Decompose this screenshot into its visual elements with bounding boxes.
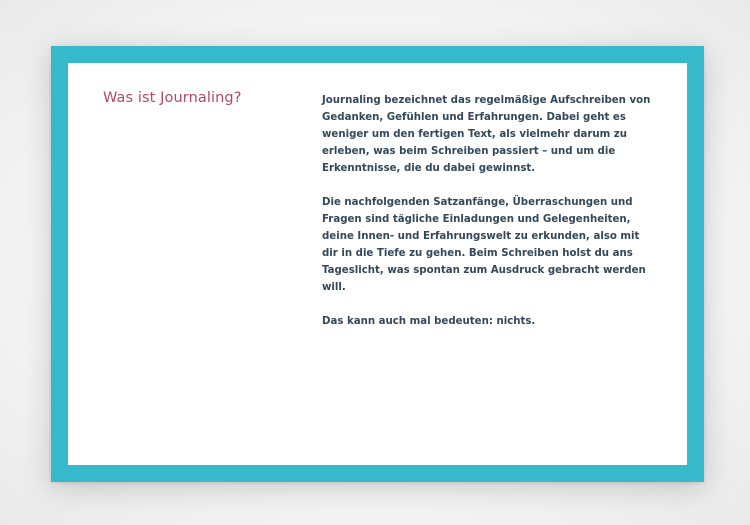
paragraph-definition: Journaling bezeichnet das regelmäßige Aufschreiben von Gedanken, Gefühlen und Erfahrungen. Dabei geht es weniger um den fertigen Text, als vielmehr darum zu erleben, was beim Schreiben passiert – und um die Erkenntnisse, die du dabei gewinnst. [322, 95, 651, 174]
card-heading: Was ist Journaling? [103, 90, 242, 106]
paragraph-closing: Das kann auch mal bedeuten: nichts. [322, 316, 536, 327]
card-content-area [68, 63, 687, 465]
journaling-card [51, 46, 704, 482]
card-body-text [322, 92, 658, 347]
paragraph-invitation: Die nachfolgenden Satzanfänge, Überraschungen und Fragen sind tägliche Einladungen und Gelegenheiten, deine Innen- und Erfahrungswelt zu erkunden, also mit dir in die Tiefe zu gehen. Beim Schreiben holst du ans Tageslicht, was spontan zum Ausdruck gebracht werden will. [322, 197, 646, 293]
